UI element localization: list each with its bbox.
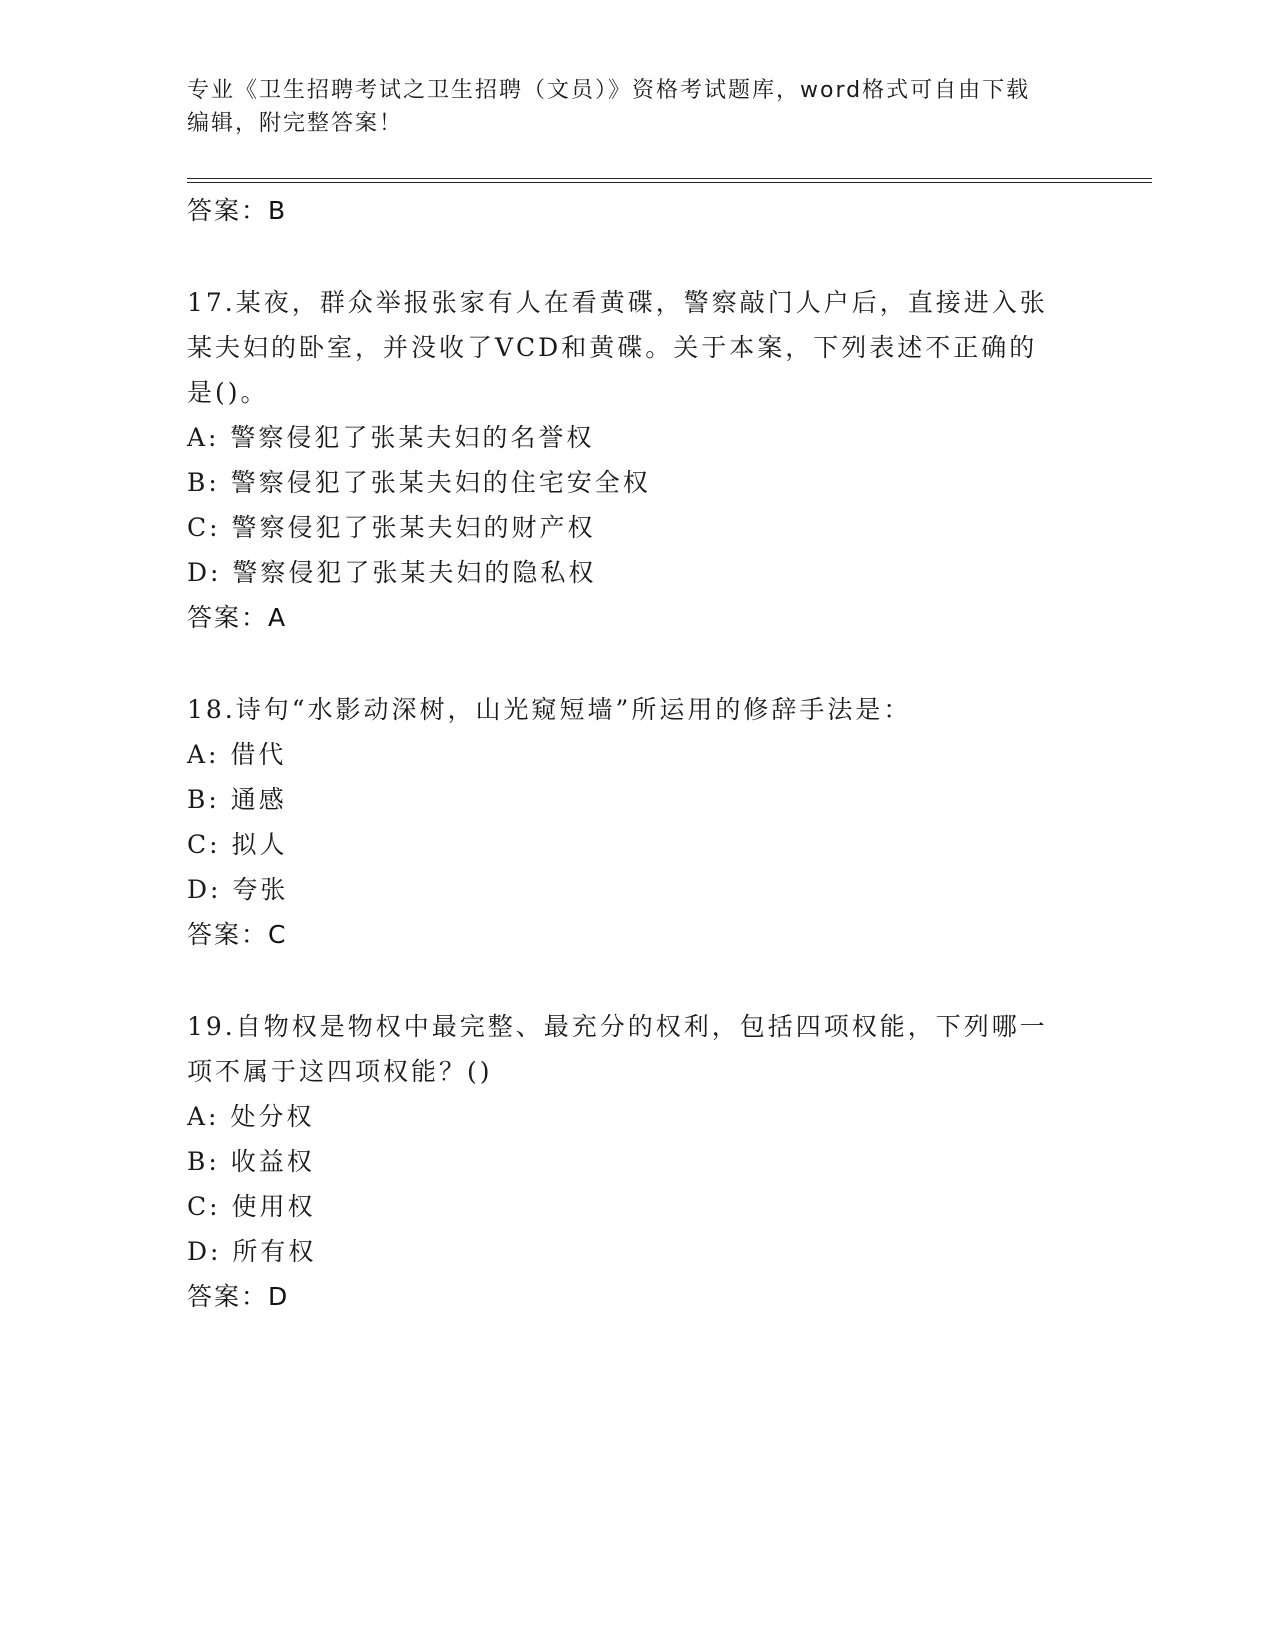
spacer [187, 233, 1087, 280]
option-b: B: 通感 [187, 785, 287, 814]
question-17 [187, 280, 1087, 640]
spacer [187, 640, 1087, 687]
option-d: D: 警察侵犯了张某夫妇的隐私权 [187, 558, 597, 587]
answer: 答案：A [187, 603, 288, 632]
option-d: D: 夸张 [187, 875, 289, 904]
previous-answer: 答案：B [187, 196, 288, 225]
option-b: B: 警察侵犯了张某夫妇的住宅安全权 [187, 468, 651, 497]
option-c: C: 警察侵犯了张某夫妇的财产权 [187, 513, 596, 542]
header-divider-top [187, 178, 1152, 179]
header-line-1: 专业《卫生招聘考试之卫生招聘（文员）》资格考试题库，word格式可自由下载 [187, 78, 1031, 103]
question-stem-line: 项不属于这四项权能？() [187, 1057, 493, 1086]
option-c: C: 使用权 [187, 1192, 316, 1221]
answer: 答案：C [187, 920, 288, 949]
question-19 [187, 1004, 1087, 1319]
answer: 答案：D [187, 1282, 290, 1311]
question-stem-line: 19.自物权是物权中最完整、最充分的权利，包括四项权能，下列哪一 [187, 1012, 1048, 1041]
question-18 [187, 687, 1087, 957]
option-c: C: 拟人 [187, 830, 288, 859]
option-a: A: 警察侵犯了张某夫妇的名誉权 [187, 423, 595, 452]
option-a: A: 借代 [187, 740, 287, 769]
header-line-2: 编辑，附完整答案！ [187, 111, 404, 136]
document-header [187, 74, 1067, 140]
question-list [187, 188, 1087, 1319]
question-stem-line: 某夫妇的卧室，并没收了VCD和黄碟。关于本案，下列表述不正确的 [187, 333, 1038, 362]
question-stem-line: 17.某夜，群众举报张家有人在看黄碟，警察敲门人户后，直接进入张 [187, 288, 1048, 317]
option-b: B: 收益权 [187, 1147, 315, 1176]
option-a: A: 处分权 [187, 1102, 315, 1131]
header-divider-bottom [187, 182, 1152, 183]
question-stem-line: 是()。 [187, 378, 269, 407]
spacer [187, 957, 1087, 1004]
option-d: D: 所有权 [187, 1237, 317, 1266]
question-stem-line: 18.诗句“水影动深树，山光窥短墙”所运用的修辞手法是： [187, 695, 912, 724]
